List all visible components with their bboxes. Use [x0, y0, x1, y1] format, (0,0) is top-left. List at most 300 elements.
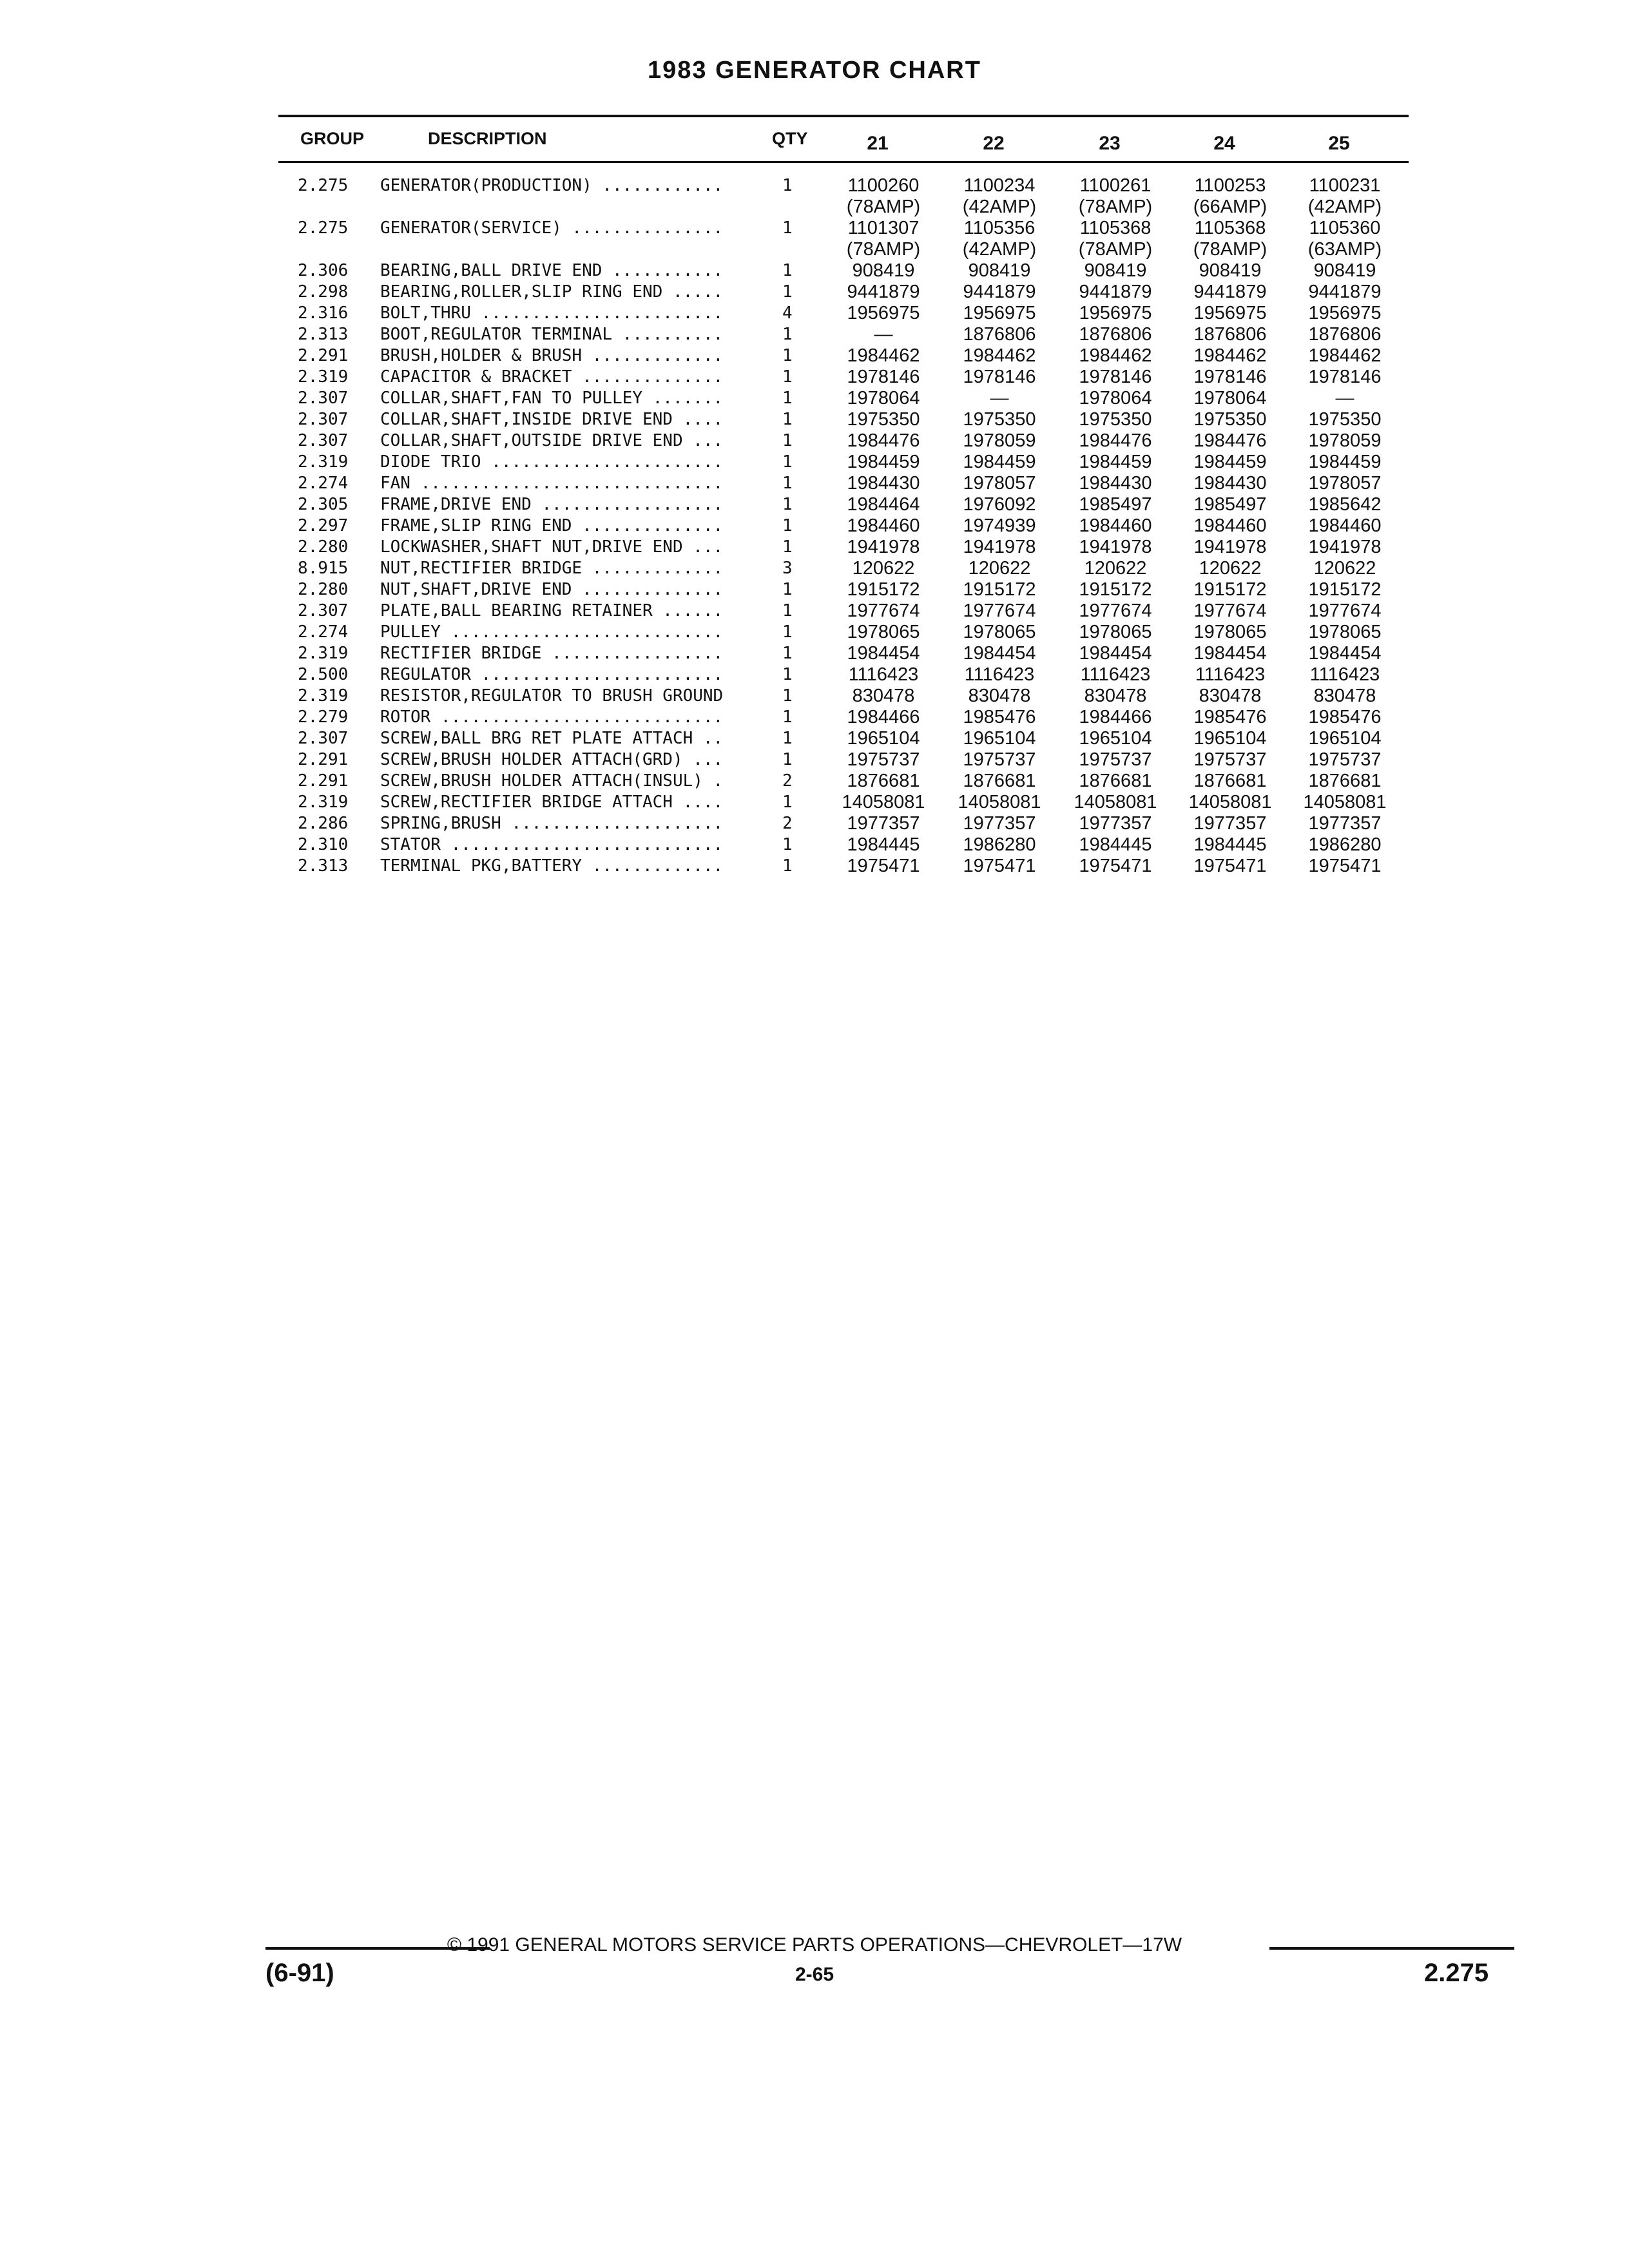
part-number-cell: 14058081: [1074, 792, 1157, 812]
part-number-cell: 1986280: [1308, 834, 1382, 855]
qty-cell: 1: [782, 261, 793, 280]
part-number-cell: 1978059: [963, 430, 1036, 451]
group-cell: 2.319: [298, 644, 349, 663]
description-cell: BOOT,REGULATOR TERMINAL ..........: [380, 325, 724, 344]
description-cell: FAN ..............................: [380, 474, 724, 493]
part-number-cell: 1977674: [1308, 601, 1382, 621]
group-cell: 2.319: [298, 793, 349, 812]
column-header-model-23: 23: [1099, 133, 1121, 154]
part-number-cell: 1978065: [963, 622, 1036, 642]
description-cell: ROTOR ............................: [380, 707, 724, 727]
group-cell: 2.291: [298, 346, 349, 365]
description-cell: RESISTOR,REGULATOR TO BRUSH GROUND: [380, 686, 724, 706]
part-number-cell: 1915172: [847, 579, 920, 600]
part-number-cell: 1985476: [1308, 707, 1382, 727]
group-cell: 2.307: [298, 389, 349, 408]
qty-cell: 1: [782, 516, 793, 535]
qty-cell: 1: [782, 346, 793, 365]
part-number-cell: 1915172: [1193, 579, 1267, 600]
group-cell: 2.307: [298, 431, 349, 450]
part-number-cell: 1978065: [847, 622, 920, 642]
group-cell: 2.298: [298, 282, 349, 302]
part-number-cell: 1116423: [848, 664, 919, 685]
description-cell: STATOR ...........................: [380, 835, 724, 854]
part-number-cell: 1984462: [1079, 345, 1152, 366]
group-cell: 8.915: [298, 559, 349, 578]
table-row: [0, 537, 1629, 558]
part-number-cell: (42AMP): [962, 239, 1037, 260]
part-number-cell: 1977674: [847, 601, 920, 621]
part-number-cell: (42AMP): [962, 197, 1037, 217]
table-row: [0, 218, 1629, 239]
part-number-cell: 1984460: [1193, 515, 1267, 536]
part-number-cell: (78AMP): [846, 197, 921, 217]
table-row: [0, 494, 1629, 515]
description-cell: LOCKWASHER,SHAFT NUT,DRIVE END ...: [380, 537, 724, 557]
group-cell: 2.275: [298, 176, 349, 195]
header-top-rule: [278, 115, 1409, 117]
qty-cell: 1: [782, 325, 793, 344]
part-number-cell: 1984464: [847, 494, 920, 515]
description-cell: SPRING,BRUSH .....................: [380, 814, 724, 833]
part-number-cell: 1956975: [1079, 303, 1152, 323]
description-cell: FRAME,DRIVE END ..................: [380, 495, 724, 514]
qty-cell: 1: [782, 474, 793, 493]
page-number: 2-65: [795, 1964, 834, 1985]
qty-cell: 1: [782, 665, 793, 684]
part-number-cell: 1105368: [1194, 218, 1266, 238]
part-number-cell: 1984476: [1079, 430, 1152, 451]
description-cell: NUT,RECTIFIER BRIDGE .............: [380, 559, 724, 578]
part-number-cell: 1978065: [1193, 622, 1267, 642]
part-number-cell: 1978057: [963, 473, 1036, 494]
part-number-cell: (78AMP): [1193, 239, 1268, 260]
table-row: [0, 771, 1629, 792]
qty-cell: 1: [782, 856, 793, 876]
qty-cell: 1: [782, 452, 793, 472]
part-number-cell: 1941978: [1079, 537, 1152, 557]
part-number-cell: 9441879: [1193, 282, 1267, 302]
part-number-cell: 120622: [968, 558, 1031, 579]
part-number-cell: 1975737: [1079, 749, 1152, 770]
part-number-cell: 908419: [968, 260, 1031, 281]
part-number-cell: 120622: [852, 558, 915, 579]
part-number-cell: 1984476: [847, 430, 920, 451]
part-number-cell: 1978064: [847, 388, 920, 408]
part-number-cell: 1984462: [847, 345, 920, 366]
table-row: [0, 452, 1629, 473]
part-number-cell: 1984445: [847, 834, 920, 855]
part-number-cell: (78AMP): [846, 239, 921, 260]
part-number-cell: 1984459: [847, 452, 920, 472]
part-number-cell: 908419: [1313, 260, 1376, 281]
qty-cell: 3: [782, 559, 793, 578]
qty-cell: 1: [782, 729, 793, 748]
part-number-cell: 908419: [852, 260, 915, 281]
part-number-cell: 120622: [1199, 558, 1262, 579]
part-number-cell: 908419: [1084, 260, 1147, 281]
part-number-cell: 1975350: [1193, 409, 1267, 430]
part-number-cell: 1977357: [1308, 813, 1382, 834]
part-number-cell: 1984462: [1308, 345, 1382, 366]
part-number-cell: 1965104: [1193, 728, 1267, 749]
description-cell: COLLAR,SHAFT,OUTSIDE DRIVE END ...: [380, 431, 724, 450]
description-cell: COLLAR,SHAFT,FAN TO PULLEY .......: [380, 389, 724, 408]
table-row: [0, 558, 1629, 579]
description-cell: GENERATOR(PRODUCTION) ............: [380, 176, 724, 195]
part-number-cell: 1978065: [1308, 622, 1382, 642]
qty-cell: 1: [782, 282, 793, 302]
part-number-cell: 830478: [852, 686, 915, 706]
part-number-cell: 1974939: [963, 515, 1036, 536]
table-row: [0, 813, 1629, 834]
group-cell: 2.280: [298, 580, 349, 599]
table-row: [0, 601, 1629, 622]
part-number-cell: 1915172: [963, 579, 1036, 600]
qty-cell: 1: [782, 793, 793, 812]
part-number-cell: 1975471: [1308, 856, 1382, 876]
group-cell: 2.274: [298, 474, 349, 493]
part-number-cell: 1984454: [1079, 643, 1152, 664]
part-number-cell: 1876806: [1308, 324, 1382, 345]
description-cell: SCREW,BALL BRG RET PLATE ATTACH ..: [380, 729, 724, 748]
part-number-cell: 1876681: [1308, 771, 1382, 791]
qty-cell: 1: [782, 750, 793, 769]
part-number-cell: (63AMP): [1307, 239, 1382, 260]
description-cell: FRAME,SLIP RING END ..............: [380, 516, 724, 535]
table-row: [0, 282, 1629, 303]
part-number-cell: 1975471: [1193, 856, 1267, 876]
part-number-cell: (78AMP): [1078, 197, 1153, 217]
table-row: [0, 643, 1629, 664]
part-number-cell: 9441879: [1308, 282, 1382, 302]
part-number-cell: 1101307: [847, 218, 920, 238]
group-cell: 2.316: [298, 303, 349, 323]
description-cell: SCREW,RECTIFIER BRIDGE ATTACH ....: [380, 793, 724, 812]
part-number-cell: 1876681: [963, 771, 1036, 791]
part-number-cell: 9441879: [847, 282, 920, 302]
part-number-cell: 1100231: [1309, 175, 1381, 196]
table-row: [0, 430, 1629, 452]
part-number-cell: 1984454: [1308, 643, 1382, 664]
group-cell: 2.313: [298, 325, 349, 344]
part-number-cell: 1978064: [1079, 388, 1152, 408]
part-number-cell: —: [1335, 388, 1354, 408]
part-number-cell: 1984430: [1193, 473, 1267, 494]
description-cell: REGULATOR ........................: [380, 665, 724, 684]
group-cell: 2.307: [298, 601, 349, 620]
part-number-cell: 1985497: [1193, 494, 1267, 515]
part-number-cell: 1976092: [963, 494, 1036, 515]
part-number-cell: 1915172: [1079, 579, 1152, 600]
part-number-cell: 1915172: [1308, 579, 1382, 600]
column-header-model-21: 21: [867, 133, 889, 154]
table-row: [0, 388, 1629, 409]
table-row: [0, 239, 1629, 260]
description-cell: NUT,SHAFT,DRIVE END ..............: [380, 580, 724, 599]
part-number-cell: 1984459: [1079, 452, 1152, 472]
part-number-cell: 1984462: [963, 345, 1036, 366]
part-number-cell: 1978146: [963, 367, 1036, 387]
part-number-cell: 1876681: [1193, 771, 1267, 791]
qty-cell: 1: [782, 601, 793, 620]
part-number-cell: 1978057: [1308, 473, 1382, 494]
part-number-cell: 1965104: [1079, 728, 1152, 749]
table-row: [0, 473, 1629, 494]
qty-cell: 1: [782, 580, 793, 599]
group-cell: 2.305: [298, 495, 349, 514]
group-cell: 2.306: [298, 261, 349, 280]
qty-cell: 1: [782, 644, 793, 663]
table-row: [0, 749, 1629, 771]
part-number-cell: 1956975: [963, 303, 1036, 323]
description-cell: PULLEY ...........................: [380, 622, 724, 642]
part-number-cell: 1977357: [963, 813, 1036, 834]
description-cell: RECTIFIER BRIDGE .................: [380, 644, 724, 663]
part-number-cell: 1941978: [1308, 537, 1382, 557]
part-number-cell: 1984462: [1193, 345, 1267, 366]
part-number-cell: 1977357: [1079, 813, 1152, 834]
table-row: [0, 409, 1629, 430]
qty-cell: 2: [782, 814, 793, 833]
table-row: [0, 686, 1629, 707]
part-number-cell: 1105368: [1079, 218, 1152, 238]
part-number-cell: 1985642: [1308, 494, 1382, 515]
table-row: [0, 197, 1629, 218]
description-cell: COLLAR,SHAFT,INSIDE DRIVE END ....: [380, 410, 724, 429]
part-number-cell: (66AMP): [1193, 197, 1268, 217]
qty-cell: 4: [782, 303, 793, 323]
group-cell: 2.319: [298, 367, 349, 387]
group-cell: 2.307: [298, 410, 349, 429]
table-row: [0, 303, 1629, 324]
part-number-cell: 908419: [1199, 260, 1262, 281]
qty-cell: 1: [782, 622, 793, 642]
part-number-cell: 1941978: [963, 537, 1036, 557]
copyright-notice: © 1991 GENERAL MOTORS SERVICE PARTS OPERATIONS—CHEVROLET—17W: [447, 1934, 1182, 1956]
part-number-cell: 1978065: [1079, 622, 1152, 642]
part-number-cell: 1978146: [847, 367, 920, 387]
part-number-cell: 1985476: [1193, 707, 1267, 727]
part-number-cell: 1985497: [1079, 494, 1152, 515]
part-number-cell: 9441879: [1079, 282, 1152, 302]
qty-cell: 2: [782, 771, 793, 791]
part-number-cell: 1116423: [964, 664, 1035, 685]
part-number-cell: 1984445: [1193, 834, 1267, 855]
table-row: [0, 792, 1629, 813]
column-header-qty: QTY: [772, 129, 808, 148]
description-cell: BRUSH,HOLDER & BRUSH .............: [380, 346, 724, 365]
part-number-cell: 1975471: [1079, 856, 1152, 876]
qty-cell: 1: [782, 218, 793, 238]
part-number-cell: 830478: [1084, 686, 1147, 706]
part-number-cell: 120622: [1313, 558, 1376, 579]
part-number-cell: 1984459: [963, 452, 1036, 472]
qty-cell: 1: [782, 410, 793, 429]
description-cell: SCREW,BRUSH HOLDER ATTACH(INSUL) .: [380, 771, 724, 791]
part-number-cell: 1984466: [1079, 707, 1152, 727]
part-number-cell: 1977357: [1193, 813, 1267, 834]
header-bottom-rule: [278, 161, 1409, 163]
part-number-cell: 830478: [1199, 686, 1262, 706]
part-number-cell: 1978064: [1193, 388, 1267, 408]
group-cell: 2.307: [298, 729, 349, 748]
group-cell: 2.280: [298, 537, 349, 557]
qty-cell: 1: [782, 686, 793, 706]
part-number-cell: 1876806: [963, 324, 1036, 345]
part-number-cell: —: [990, 388, 1009, 408]
part-number-cell: 1984460: [1308, 515, 1382, 536]
table-row: [0, 707, 1629, 728]
table-row: [0, 175, 1629, 197]
qty-cell: 1: [782, 431, 793, 450]
part-number-cell: 830478: [968, 686, 1031, 706]
description-cell: GENERATOR(SERVICE) ...............: [380, 218, 724, 238]
part-number-cell: 1977674: [1079, 601, 1152, 621]
part-number-cell: 1977357: [847, 813, 920, 834]
parts-table: [0, 175, 1629, 877]
qty-cell: 1: [782, 176, 793, 195]
part-number-cell: 1975350: [1308, 409, 1382, 430]
part-number-cell: 1977674: [1193, 601, 1267, 621]
description-cell: CAPACITOR & BRACKET ..............: [380, 367, 724, 387]
part-number-cell: 1116423: [1309, 664, 1380, 685]
qty-cell: 1: [782, 495, 793, 514]
part-number-cell: 1984460: [847, 515, 920, 536]
part-number-cell: 14058081: [958, 792, 1041, 812]
table-row: [0, 367, 1629, 388]
part-number-cell: 1984454: [963, 643, 1036, 664]
column-header-model-25: 25: [1328, 133, 1350, 154]
column-header-description: DESCRIPTION: [428, 129, 547, 148]
table-row: [0, 856, 1629, 877]
revision-date: (6-91): [265, 1959, 334, 1987]
part-number-cell: 1975471: [963, 856, 1036, 876]
qty-cell: 1: [782, 537, 793, 557]
table-row: [0, 579, 1629, 601]
part-number-cell: 1984459: [1193, 452, 1267, 472]
part-number-cell: 1116423: [1195, 664, 1266, 685]
part-number-cell: 1100234: [963, 175, 1036, 196]
description-cell: DIODE TRIO .......................: [380, 452, 724, 472]
part-number-cell: 1978059: [1308, 430, 1382, 451]
group-cell: 2.275: [298, 218, 349, 238]
part-number-cell: 1984445: [1079, 834, 1152, 855]
part-number-cell: 1975737: [847, 749, 920, 770]
part-number-cell: 14058081: [842, 792, 925, 812]
part-number-cell: 1978146: [1193, 367, 1267, 387]
part-number-cell: 1984430: [847, 473, 920, 494]
table-row: [0, 834, 1629, 856]
group-cell: 2.279: [298, 707, 349, 727]
part-number-cell: 1965104: [847, 728, 920, 749]
qty-cell: 1: [782, 367, 793, 387]
part-number-cell: 1941978: [847, 537, 920, 557]
part-number-cell: 14058081: [1188, 792, 1272, 812]
part-number-cell: 120622: [1084, 558, 1147, 579]
group-cell: 2.319: [298, 452, 349, 472]
group-cell: 2.319: [298, 686, 349, 706]
table-row: [0, 345, 1629, 367]
part-number-cell: 1100253: [1194, 175, 1266, 196]
group-cell: 2.291: [298, 750, 349, 769]
description-cell: PLATE,BALL BEARING RETAINER ......: [380, 601, 724, 620]
table-row: [0, 260, 1629, 282]
part-number-cell: 1876806: [1193, 324, 1267, 345]
part-number-cell: 830478: [1313, 686, 1376, 706]
part-number-cell: 1975350: [847, 409, 920, 430]
part-number-cell: 1956975: [1193, 303, 1267, 323]
qty-cell: 1: [782, 835, 793, 854]
group-cell: 2.274: [298, 622, 349, 642]
part-number-cell: 1876806: [1079, 324, 1152, 345]
table-row: [0, 664, 1629, 686]
description-cell: SCREW,BRUSH HOLDER ATTACH(GRD) ...: [380, 750, 724, 769]
part-number-cell: 1984476: [1193, 430, 1267, 451]
page-title: 1983 GENERATOR CHART: [648, 57, 981, 84]
part-number-cell: 1105356: [963, 218, 1036, 238]
column-header-model-24: 24: [1213, 133, 1235, 154]
part-number-cell: 1941978: [1193, 537, 1267, 557]
part-number-cell: 1977674: [963, 601, 1036, 621]
table-row: [0, 622, 1629, 643]
part-number-cell: 1984466: [847, 707, 920, 727]
part-number-cell: 1965104: [963, 728, 1036, 749]
part-number-cell: 1984430: [1079, 473, 1152, 494]
part-number-cell: (78AMP): [1078, 239, 1153, 260]
part-number-cell: 1984454: [1193, 643, 1267, 664]
part-number-cell: 1876681: [1079, 771, 1152, 791]
group-cell: 2.310: [298, 835, 349, 854]
description-cell: BEARING,ROLLER,SLIP RING END .....: [380, 282, 724, 302]
part-number-cell: 9441879: [963, 282, 1036, 302]
part-number-cell: 1956975: [847, 303, 920, 323]
description-cell: BEARING,BALL DRIVE END ...........: [380, 261, 724, 280]
qty-cell: 1: [782, 707, 793, 727]
group-cell: 2.291: [298, 771, 349, 791]
column-header-group: GROUP: [300, 129, 365, 148]
part-number-cell: 14058081: [1303, 792, 1387, 812]
part-number-cell: 1984454: [847, 643, 920, 664]
part-number-cell: 1100261: [1079, 175, 1152, 196]
group-cell: 2.500: [298, 665, 349, 684]
part-number-cell: 1985476: [963, 707, 1036, 727]
part-number-cell: 1978146: [1308, 367, 1382, 387]
table-row: [0, 324, 1629, 345]
part-number-cell: (42AMP): [1307, 197, 1382, 217]
qty-cell: 1: [782, 389, 793, 408]
description-cell: TERMINAL PKG,BATTERY .............: [380, 856, 724, 876]
section-number: 2.275: [1424, 1959, 1489, 1987]
part-number-cell: 1876681: [847, 771, 920, 791]
part-number-cell: 1105360: [1309, 218, 1381, 238]
part-number-cell: —: [874, 324, 893, 345]
table-row: [0, 515, 1629, 537]
group-cell: 2.297: [298, 516, 349, 535]
table-row: [0, 728, 1629, 749]
part-number-cell: 1984460: [1079, 515, 1152, 536]
part-number-cell: 1100260: [847, 175, 920, 196]
part-number-cell: 1116423: [1080, 664, 1151, 685]
part-number-cell: 1975737: [1193, 749, 1267, 770]
group-cell: 2.313: [298, 856, 349, 876]
description-cell: BOLT,THRU ........................: [380, 303, 724, 323]
part-number-cell: 1975737: [963, 749, 1036, 770]
part-number-cell: 1978146: [1079, 367, 1152, 387]
group-cell: 2.286: [298, 814, 349, 833]
part-number-cell: 1965104: [1308, 728, 1382, 749]
part-number-cell: 1975737: [1308, 749, 1382, 770]
